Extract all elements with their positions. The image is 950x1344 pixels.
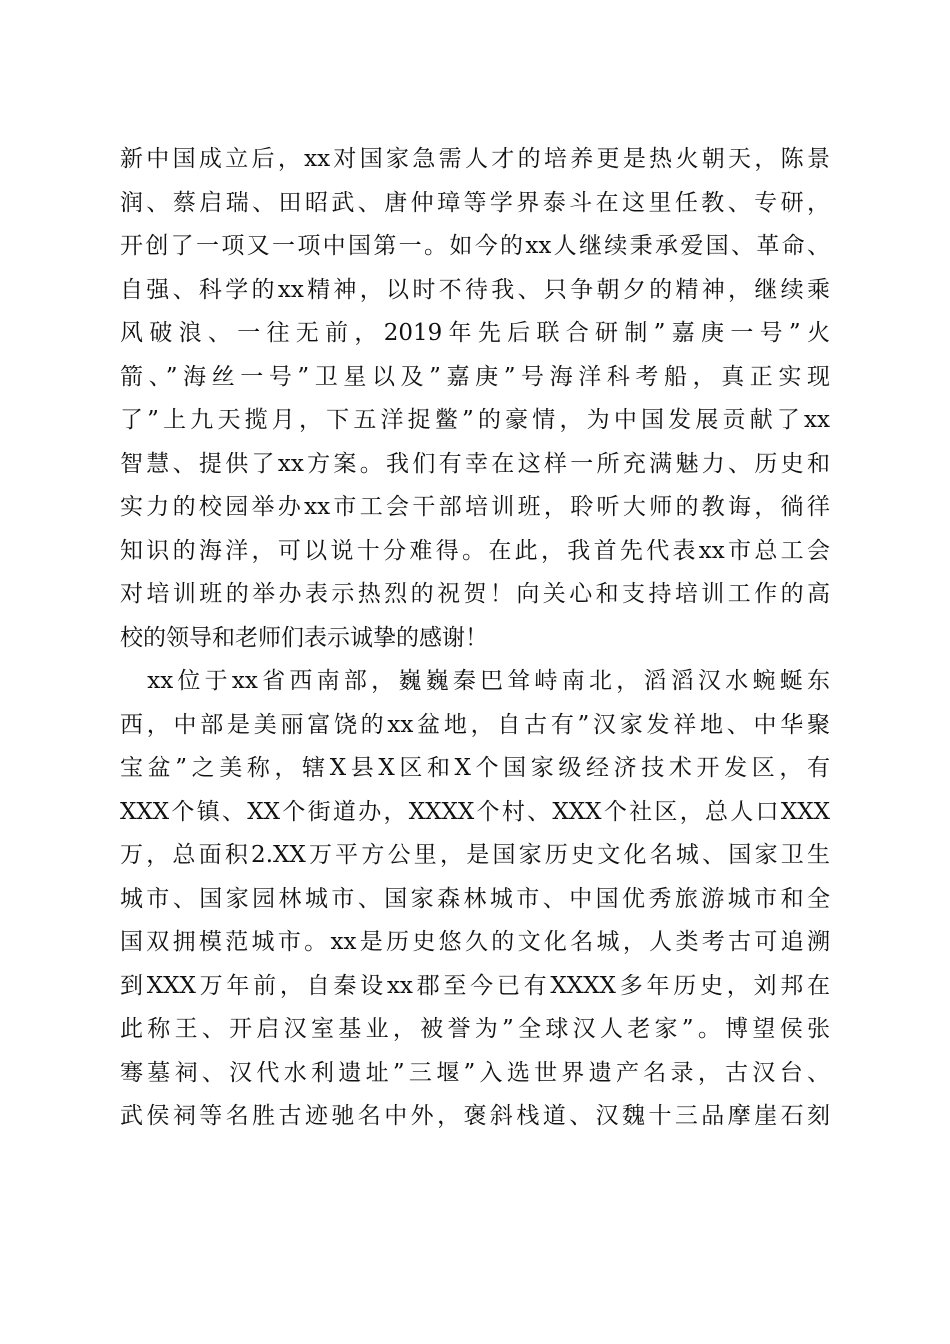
text-line: 到XXX万年前，自秦设xx郡至今已有XXXX多年历史，刘邦在 (120, 972, 830, 999)
text-line: 实力的校园举办xx市工会干部培训班，聆听大师的教诲，徜徉 (120, 494, 830, 520)
body-text (120, 138, 830, 1139)
text-line: 武侯祠等名胜古迹驰名中外，褒斜栈道、汉魏十三品摩崖石刻 (120, 1103, 830, 1129)
text-line: 万，总面积2.XX万平方公里，是国家历史文化名城、国家卫生 (120, 842, 830, 868)
text-line: 国双拥模范城市。xx是历史悠久的文化名城，人类考古可追溯 (120, 929, 830, 955)
text-line: 知识的海洋，可以说十分难得。在此，我首先代表xx市总工会 (120, 537, 830, 564)
text-line: 此称王、开启汉室基业，被誉为”全球汉人老家”。博望侯张 (120, 1016, 830, 1042)
text-line: 风破浪、一往无前，2019年先后联合研制”嘉庚一号”火 (120, 320, 830, 346)
text-line: 了”上九天揽月，下五洋捉鳖”的豪情，为中国发展贡献了xx (120, 407, 830, 433)
text-line: 润、蔡启瑞、田昭武、唐仲璋等学界泰斗在这里任教、专研， (120, 189, 830, 216)
text-line: 西，中部是美丽富饶的xx盆地，自古有”汉家发祥地、中华聚 (120, 711, 830, 738)
text-line: 骞墓祠、汉代水利遗址”三堰”入选世界遗产名录，古汉台、 (120, 1059, 830, 1086)
text-line: 对培训班的举办表示热烈的祝贺！向关心和支持培训工作的高 (120, 581, 830, 607)
paragraph-2 (120, 660, 830, 1139)
text-line: 箭、”海丝一号”卫星以及”嘉庚”号海洋科考船，真正实现 (120, 363, 830, 390)
text-line: xx位于xx省西南部，巍巍秦巴耸峙南北，滔滔汉水蜿蜒东 (120, 668, 830, 694)
text-line: 宝盆”之美称，辖X县X区和X个国家级经济技术开发区，有 (120, 755, 830, 781)
text-line: 校的领导和老师们表示诚挚的感谢！ (120, 624, 488, 651)
paragraph-1 (120, 138, 830, 660)
text-line: XXX个镇、XX个街道办，XXXX个村、XXX个社区，总人口XXX (120, 798, 830, 825)
text-line: 新中国成立后，xx对国家急需人才的培养更是热火朝天，陈景 (120, 146, 830, 172)
text-line: 智慧、提供了xx方案。我们有幸在这样一所充满魅力、历史和 (120, 450, 830, 477)
text-line: 开创了一项又一项中国第一。如今的xx人继续秉承爱国、革命、 (120, 233, 830, 259)
text-line: 自强、科学的xx精神，以时不待我、只争朝夕的精神，继续乘 (120, 276, 830, 303)
text-line: 城市、国家园林城市、国家森林城市、中国优秀旅游城市和全 (120, 885, 830, 912)
